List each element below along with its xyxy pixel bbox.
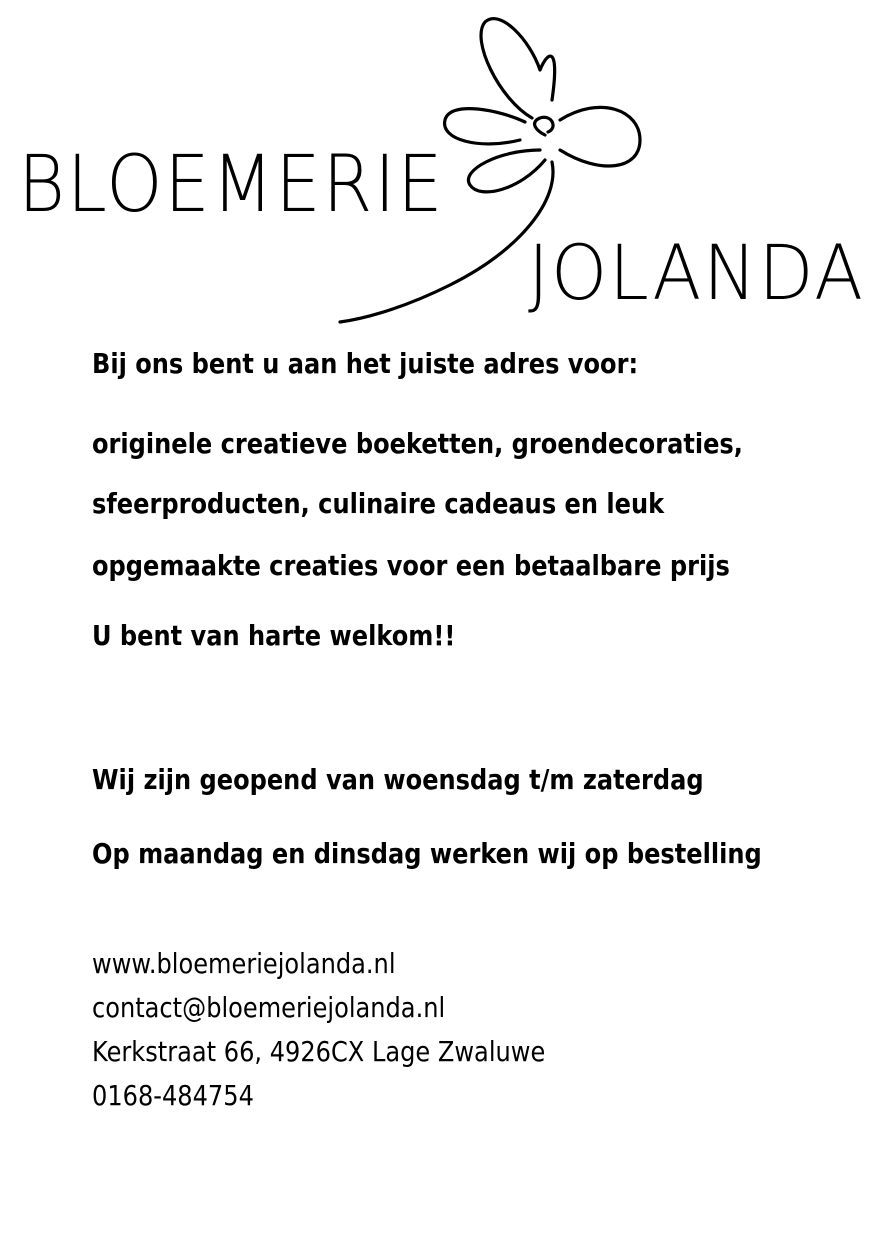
address-text: Kerkstraat 66, 4926CX Lage Zwaluwe [92,1035,546,1068]
opening-days: Wij zijn geopend van woensdag t/m zaterdag [92,763,704,796]
description-line: originele creatieve boeketten, groendecoraties, [92,427,743,460]
logo-wordmark-bloemerie: BLOEMERIE [18,140,445,230]
website-link[interactable]: www.bloemeriejolanda.nl [92,947,396,980]
email-link[interactable]: contact@bloemeriejolanda.nl [92,991,446,1024]
order-days: Op maandag en dinsdag werken wij op bestelling [92,837,762,870]
logo-wordmark-jolanda: JOLANDA [528,228,865,317]
description-line: opgemaakte creaties voor een betaalbare prijs [92,549,730,582]
description-line: sfeerproducten, culinaire cadeaus en leuk [92,487,665,520]
phone-number: 0168-484754 [92,1079,254,1112]
intro-heading: Bij ons bent u aan het juiste adres voor: [92,347,639,380]
logo [0,0,890,340]
welcome-text: U bent van harte welkom!! [92,619,456,652]
